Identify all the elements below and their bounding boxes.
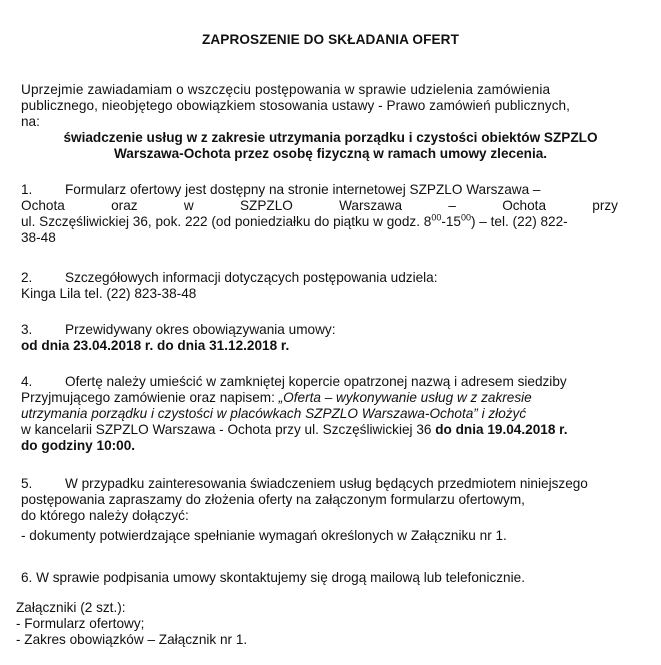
- section-5-line-3: do którego należy dołączyć:: [21, 508, 189, 523]
- section-4-number: 4.: [21, 374, 33, 389]
- section-1-line-2: Ochota oraz w SZPZLO Warszawa – Ochota przy: [21, 198, 618, 213]
- section-2-line-1: Szczegółowych informacji dotyczących postępowania udziela:: [65, 270, 438, 285]
- subject-line-2: Warszawa-Ochota przez osobę fizyczną w ramach umowy zlecenia.: [113, 146, 548, 161]
- attachment-item-1: - Formularz ofertowy;: [16, 616, 145, 631]
- section-1: [21, 182, 641, 246]
- section-1-line-3: ul. Szczęśliwickiej 36, pok. 222 (od poniedziałku do piątku w godz. $8^{00}-15^{00}$) – tel. (22) 822-: [21, 212, 568, 229]
- section-1-line-1: Formularz ofertowy jest dostępny na stronie internetowej SZPZLO Warszawa –: [65, 182, 541, 197]
- section-5-line-1: W przypadku zainteresowania świadczeniem usług będących przedmiotem niniejszego: [65, 476, 588, 491]
- section-4-line-5: do godziny 10:00.: [21, 438, 136, 453]
- section-4-line-1: Ofertę należy umieścić w zamkniętej kopercie opatrzonej nazwą i adresem siedziby: [65, 374, 567, 389]
- section-4-line-4: w kancelarii SZPZLO Warszawa - Ochota przy ul. Szczęśliwickiej 36 do dnia 19.04.2018 r.: [21, 422, 568, 437]
- section-4-line-2: Przyjmującego zamówienie oraz napisem: „Oferta – wykonywanie usług w z zakresie: [21, 390, 532, 405]
- attachments-header: Załączniki (2 szt.):: [16, 600, 126, 615]
- section-6: [21, 570, 641, 586]
- section-3-line-1: Przewidywany okres obowiązywania umowy:: [65, 322, 336, 337]
- section-5-line-4: - dokumenty potwierdzające spełnianie wymagań określonych w Załączniku nr 1.: [21, 528, 507, 543]
- section-3-line-2: od dnia 23.04.2018 r. do dnia 31.12.2018 r.: [21, 338, 290, 353]
- subject-heading: [0, 130, 661, 162]
- section-2: [21, 270, 641, 302]
- section-4: [21, 374, 643, 454]
- section-5-number: 5.: [21, 476, 33, 491]
- document-title: ZAPROSZENIE DO SKŁADANIA OFERT: [201, 32, 459, 47]
- subject-line-1: świadczenie usług w z zakresie utrzymania porządku i czystości obiektów SZPZLO: [63, 130, 598, 145]
- intro-paragraph: [21, 82, 641, 130]
- section-1-line-4: 38-48: [21, 230, 56, 245]
- section-3-number: 3.: [21, 322, 33, 337]
- attachments-list: [16, 600, 636, 648]
- section-2-line-2: Kinga Lila tel. (22) 823-38-48: [21, 286, 197, 301]
- section-3: [21, 322, 641, 354]
- section-6-line-1: 6. W sprawie podpisania umowy skontaktujemy się drogą mailową lub telefonicznie.: [21, 570, 525, 585]
- section-5: [21, 476, 641, 544]
- section-1-number: 1.: [21, 182, 33, 197]
- intro-line-3: na:: [21, 114, 40, 129]
- intro-line-1: Uprzejmie zawiadamiam o wszczęciu postępowania w sprawie udzielenia zamówienia: [21, 82, 551, 97]
- section-5-line-2: postępowania zapraszamy do złożenia oferty na załączonym formularzu ofertowym,: [21, 492, 525, 507]
- attachment-item-2: - Zakres obowiązków – Załącznik nr 1.: [16, 632, 248, 647]
- intro-line-2: publicznego, nieobjętego obowiązkiem stosowania ustawy - Prawo zamówień publicznych,: [21, 98, 570, 113]
- section-2-number: 2.: [21, 270, 33, 285]
- section-4-line-3: utrzymania porządku i czystości w placówkach SZPZLO Warszawa-Ochota” i złożyć: [21, 406, 527, 421]
